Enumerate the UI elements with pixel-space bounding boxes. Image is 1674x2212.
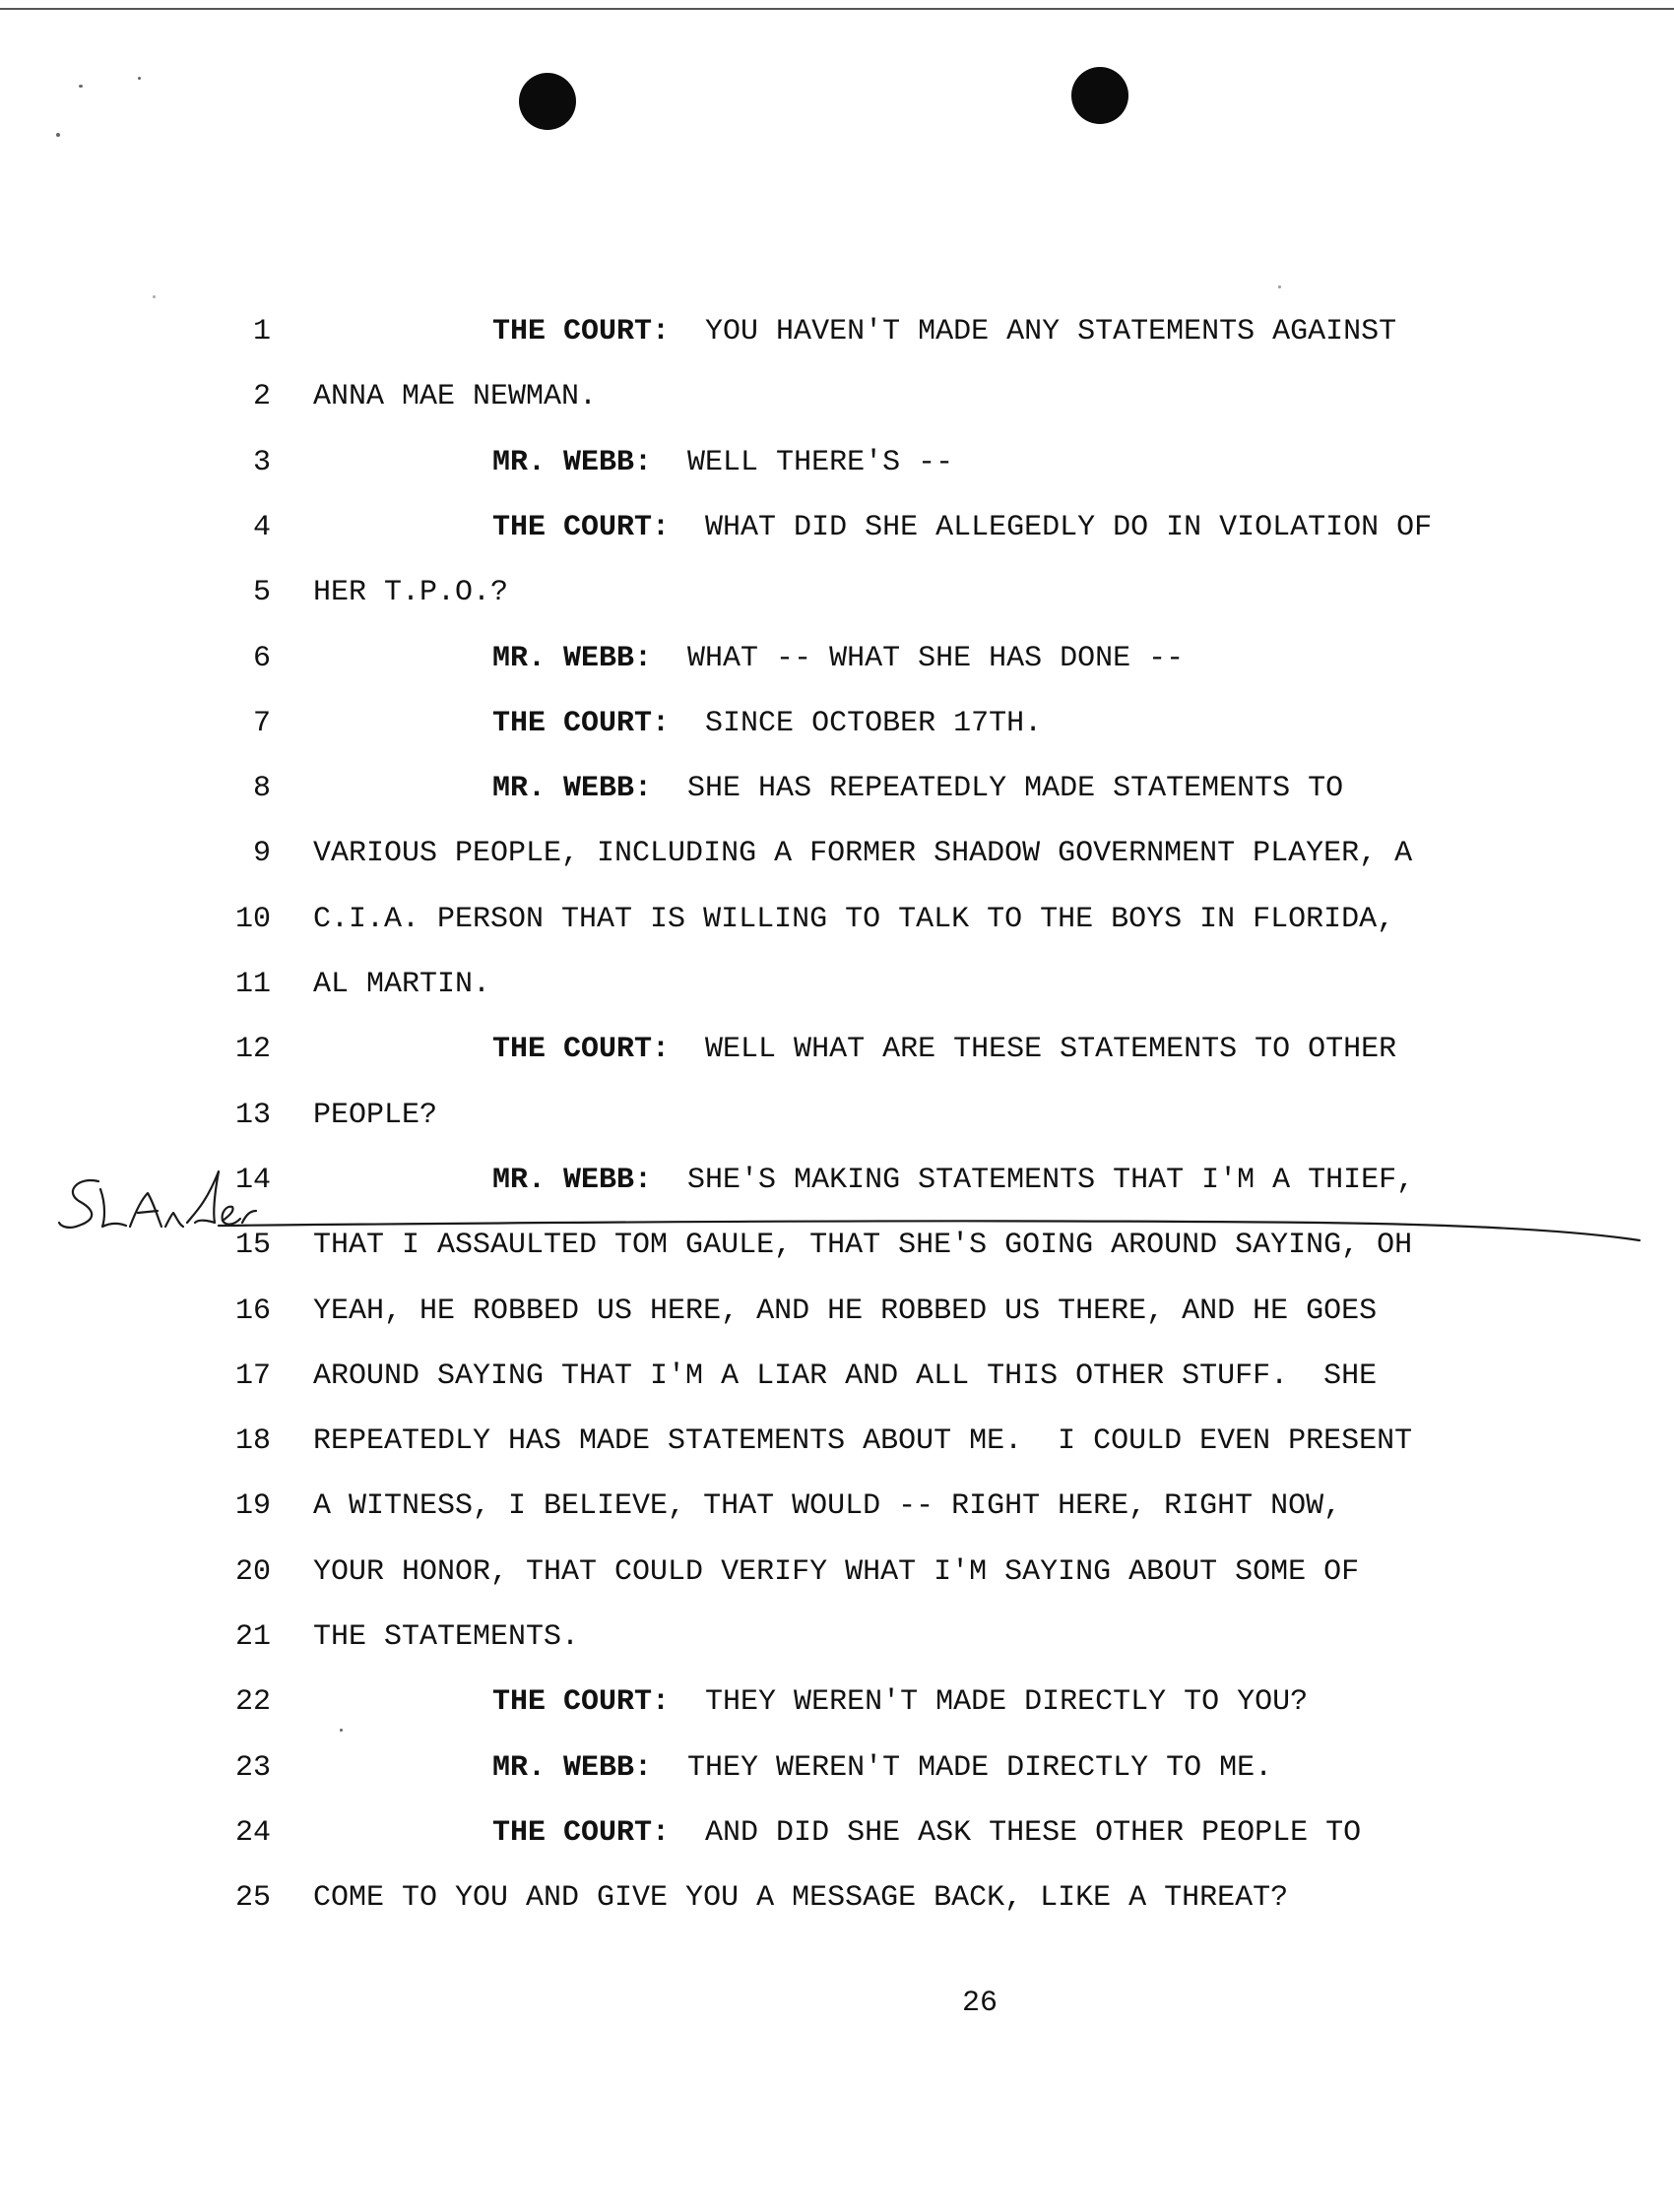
line-number: 2 — [252, 380, 271, 414]
page-number: 26 — [961, 1987, 998, 2020]
spoken-text: WHAT DID SHE ALLEGEDLY DO IN VIOLATION OF — [705, 510, 1433, 544]
line-text — [313, 1873, 1288, 1923]
spoken-text: SHE'S MAKING STATEMENTS THAT I'M A THIEF, — [687, 1163, 1415, 1197]
spoken-text: REPEATEDLY HAS MADE STATEMENTS ABOUT ME. I COULD EVEN PRESENT — [313, 1424, 1413, 1459]
line-text — [313, 1352, 1377, 1401]
spoken-text: THEY WEREN'T MADE DIRECTLY TO YOU? — [705, 1685, 1309, 1720]
line-number: 15 — [234, 1229, 271, 1263]
line-text — [313, 568, 508, 617]
line-number: 20 — [234, 1554, 271, 1589]
line-number: 23 — [234, 1750, 271, 1785]
line-number: 19 — [234, 1489, 271, 1524]
line-number: 9 — [252, 837, 271, 871]
spoken-text: YOUR HONOR, THAT COULD VERIFY WHAT I'M SAYING ABOUT SOME OF — [313, 1554, 1360, 1589]
spoken-text: SINCE OCTOBER 17TH. — [705, 706, 1043, 740]
transcript-line — [0, 895, 1674, 944]
speaker-label: MR. WEBB: — [492, 445, 653, 479]
line-number: 11 — [234, 968, 271, 1001]
spoken-text: AL MARTIN. — [313, 968, 491, 1001]
spoken-text: PEOPLE? — [313, 1098, 438, 1132]
line-text — [492, 634, 1184, 683]
line-text — [492, 307, 1396, 356]
transcript-line — [0, 503, 1674, 552]
line-number: 16 — [234, 1294, 271, 1328]
spoken-text: WELL WHAT ARE THESE STATEMENTS TO OTHER — [705, 1033, 1397, 1067]
line-number: 1 — [252, 315, 271, 348]
transcript-line — [0, 1677, 1674, 1727]
spoken-text: AROUND SAYING THAT I'M A LIAR AND ALL THIS OTHER STUFF. SHE — [313, 1359, 1378, 1393]
line-text — [492, 1025, 1396, 1074]
spoken-text: A WITNESS, I BELIEVE, THAT WOULD -- RIGHT HERE, RIGHT NOW, — [313, 1489, 1342, 1524]
line-text — [313, 1548, 1359, 1597]
line-text — [492, 699, 1042, 748]
transcript-line — [0, 1743, 1674, 1793]
line-number: 17 — [234, 1359, 271, 1393]
transcript-line — [0, 699, 1674, 748]
spoken-text: THAT I ASSAULTED TOM GAULE, THAT SHE'S GOING AROUND SAYING, OH — [313, 1229, 1413, 1263]
speaker-label: THE COURT: — [492, 1685, 671, 1720]
line-text — [313, 372, 597, 421]
transcript-line — [0, 1287, 1674, 1336]
spoken-text: COME TO YOU AND GIVE YOU A MESSAGE BACK, LIKE A THREAT? — [313, 1881, 1289, 1916]
transcript-line — [0, 307, 1674, 356]
line-text — [492, 764, 1343, 813]
transcript-line — [0, 764, 1674, 813]
spoken-text: VARIOUS PEOPLE, INCLUDING A FORMER SHADOW GOVERNMENT PLAYER, A — [313, 837, 1413, 871]
transcript-line — [0, 438, 1674, 487]
spoken-text: HER T.P.O.? — [313, 576, 509, 610]
line-number: 24 — [234, 1815, 271, 1850]
line-number: 18 — [234, 1424, 271, 1459]
line-text — [492, 438, 953, 487]
line-number: 8 — [252, 772, 271, 806]
line-number: 13 — [234, 1098, 271, 1132]
speaker-label: THE COURT: — [492, 1033, 671, 1067]
transcript-line — [0, 372, 1674, 421]
spoken-text: WELL THERE'S -- — [687, 445, 954, 479]
spoken-text: THE STATEMENTS. — [313, 1620, 580, 1654]
speaker-label: MR. WEBB: — [492, 1750, 653, 1785]
line-text — [492, 1808, 1361, 1858]
line-text — [492, 1743, 1272, 1793]
spoken-text: AND DID SHE ASK THESE OTHER PEOPLE TO — [705, 1815, 1362, 1850]
speaker-label: THE COURT: — [492, 1815, 671, 1850]
speaker-label: MR. WEBB: — [492, 1163, 653, 1197]
transcript-line — [0, 1352, 1674, 1401]
spoken-text: YOU HAVEN'T MADE ANY STATEMENTS AGAINST — [705, 315, 1397, 348]
line-number: 12 — [234, 1033, 271, 1067]
transcript-line — [0, 960, 1674, 1009]
line-number: 3 — [252, 445, 271, 479]
line-text — [492, 1677, 1308, 1727]
line-number: 10 — [234, 902, 271, 936]
speaker-label: THE COURT: — [492, 706, 671, 740]
line-text — [313, 960, 490, 1009]
line-number: 7 — [252, 706, 271, 740]
spoken-text: YEAH, HE ROBBED US HERE, AND HE ROBBED US THERE, AND HE GOES — [313, 1294, 1378, 1328]
line-text — [313, 895, 1394, 944]
line-number: 4 — [252, 510, 271, 544]
transcript-line — [0, 634, 1674, 683]
transcript-line — [0, 829, 1674, 878]
transcript-line — [0, 1548, 1674, 1597]
speaker-label: THE COURT: — [492, 315, 671, 348]
line-number: 25 — [234, 1881, 271, 1916]
spoken-text: C.I.A. PERSON THAT IS WILLING TO TALK TO THE BOYS IN FLORIDA, — [313, 902, 1395, 936]
speaker-label: MR. WEBB: — [492, 641, 653, 675]
speaker-label: MR. WEBB: — [492, 772, 653, 806]
line-text — [492, 503, 1432, 552]
spoken-text: WHAT -- WHAT SHE HAS DONE -- — [687, 641, 1185, 675]
transcript-line — [0, 568, 1674, 617]
line-number: 6 — [252, 641, 271, 675]
line-text — [313, 829, 1412, 878]
transcript-line — [0, 1873, 1674, 1923]
line-text — [313, 1287, 1377, 1336]
line-number: 21 — [234, 1620, 271, 1654]
spoken-text: SHE HAS REPEATEDLY MADE STATEMENTS TO — [687, 772, 1344, 806]
transcript-line — [0, 1025, 1674, 1074]
handwritten-signature-underline — [39, 1132, 1654, 1270]
spoken-text: ANNA MAE NEWMAN. — [313, 380, 598, 414]
transcript-line — [0, 1612, 1674, 1662]
speaker-label: THE COURT: — [492, 510, 671, 544]
line-text — [313, 1417, 1412, 1466]
line-number: 14 — [234, 1163, 271, 1197]
line-number: 22 — [234, 1685, 271, 1720]
line-number: 5 — [252, 576, 271, 610]
transcript-line — [0, 1808, 1674, 1858]
spoken-text: THEY WEREN'T MADE DIRECTLY TO ME. — [687, 1750, 1273, 1785]
transcript-line — [0, 1482, 1674, 1531]
line-text — [313, 1482, 1341, 1531]
line-text — [313, 1612, 579, 1662]
transcript-line — [0, 1417, 1674, 1466]
